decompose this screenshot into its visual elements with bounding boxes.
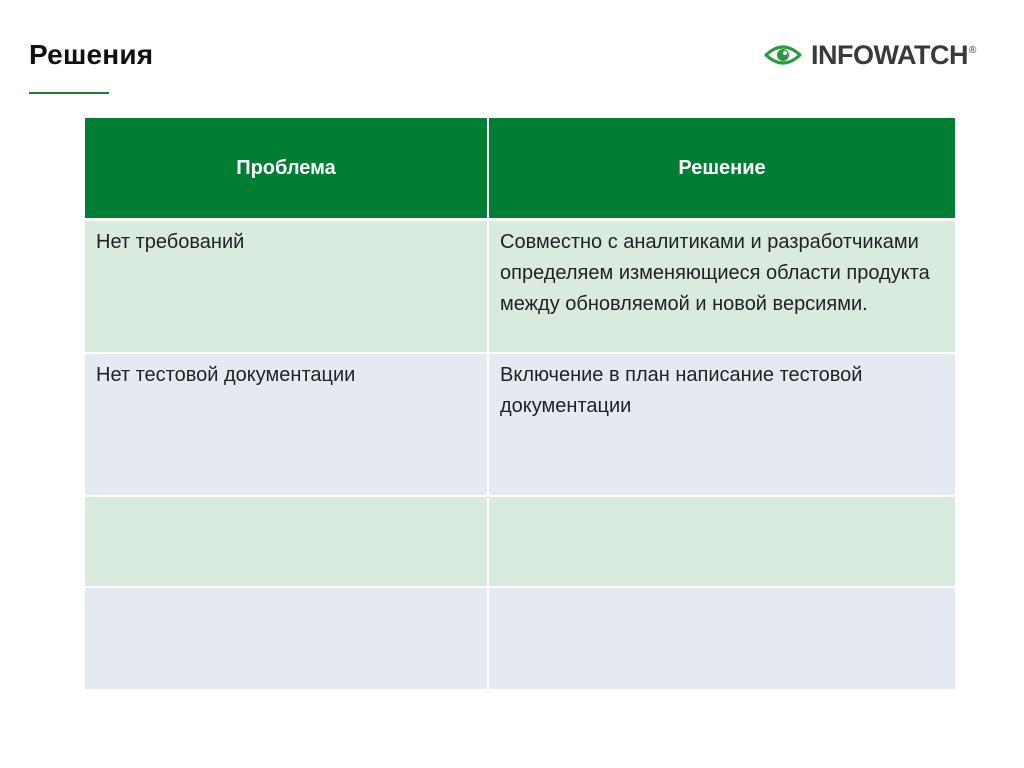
problem-cell (85, 496, 488, 587)
table-row (85, 587, 955, 690)
title-underline (29, 92, 109, 94)
table-row (85, 496, 955, 587)
solution-cell: Включение в план написание тестовой документации (488, 353, 955, 496)
eye-icon (763, 40, 803, 70)
problems-table (85, 118, 955, 691)
table-row (85, 353, 955, 496)
solution-cell (488, 496, 955, 587)
table-header-row (85, 118, 955, 220)
infowatch-logo (763, 38, 976, 72)
header-problem: Проблема (85, 118, 488, 220)
logo-text: INFOWATCH (811, 40, 968, 70)
slide-title: Решения (29, 39, 154, 70)
table-row (85, 220, 955, 354)
registered-mark: ® (968, 45, 976, 56)
problem-cell (85, 587, 488, 690)
logo-wordmark (811, 38, 976, 72)
solution-cell: Совместно с аналитиками и разработчиками определяем изменяющиеся области продукта между обновляемой и новой версиями. (488, 220, 955, 354)
header-solution: Решение (488, 118, 955, 220)
solution-cell (488, 587, 955, 690)
problem-cell: Нет требований (85, 220, 488, 354)
problem-cell: Нет тестовой документации (85, 353, 488, 496)
